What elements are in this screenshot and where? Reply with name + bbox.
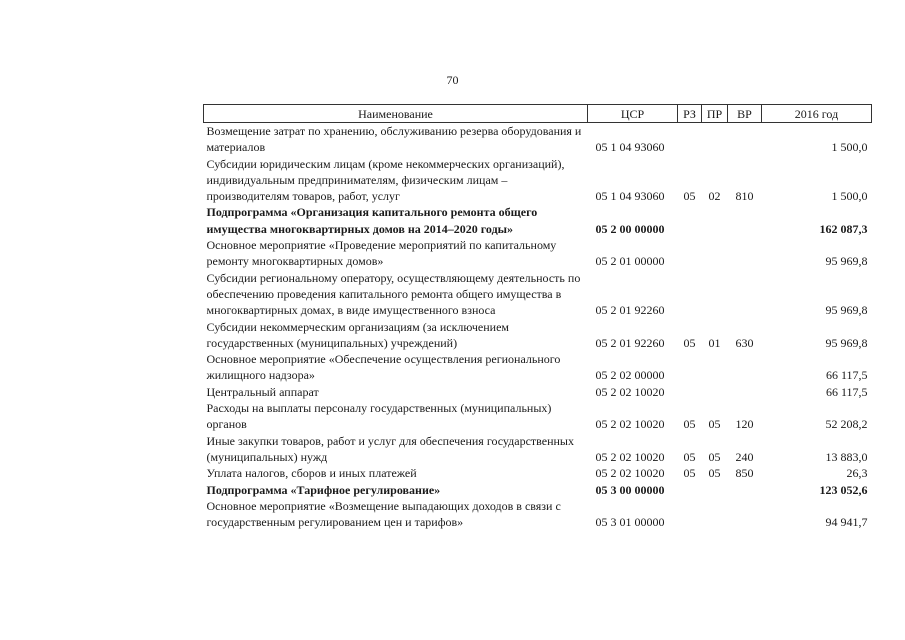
row-vr: 850 (735, 466, 754, 481)
table-row (204, 237, 872, 270)
row-vr (728, 498, 762, 531)
row-pr (702, 270, 728, 319)
row-vr: 810 (735, 189, 754, 204)
row-pr (702, 482, 728, 498)
row-rz: 05 (683, 335, 696, 350)
row-pr (702, 351, 728, 384)
row-name: Субсидии региональному оператору, осуществляющему деятельность по обеспечению проведения капитального ремонта общего имущества в многоквартирных домах, в виде имущественного взноса (206, 270, 581, 318)
row-pr (702, 498, 728, 531)
row-csr: 05 3 00 00000 (595, 482, 665, 497)
row-rz (678, 351, 702, 384)
table-row (204, 433, 872, 466)
row-name: Уплата налогов, сборов и иных платежей (206, 466, 417, 481)
row-pr: 05 (708, 417, 721, 432)
row-amount: 66 117,5 (825, 384, 868, 399)
table-header (204, 105, 872, 123)
row-amount: 95 969,8 (825, 303, 868, 318)
row-name: Иные закупки товаров, работ и услуг для обеспечения государственных (муниципальных) нужд (206, 433, 574, 464)
row-csr: 05 2 01 92260 (595, 303, 665, 318)
row-csr: 05 2 02 10020 (595, 466, 665, 481)
row-vr (728, 351, 762, 384)
row-vr (728, 237, 762, 270)
row-rz (678, 498, 702, 531)
table-row (204, 465, 872, 481)
row-name: Основное мероприятие «Обеспечение осуществления регионального жилищного надзора» (206, 352, 561, 383)
row-rz (678, 384, 702, 400)
row-amount: 1 500,0 (831, 140, 868, 155)
table-row-subprogram (204, 482, 872, 498)
row-csr: 05 2 00 00000 (595, 221, 665, 236)
row-amount: 94 941,7 (825, 515, 868, 530)
header-name: Наименование (204, 105, 588, 123)
row-vr: 240 (735, 449, 754, 464)
table-row (204, 319, 872, 352)
row-rz: 05 (683, 466, 696, 481)
row-rz: 05 (683, 189, 696, 204)
row-name: Центральный аппарат (206, 384, 319, 399)
row-csr: 05 2 02 10020 (595, 417, 665, 432)
row-name: Подпрограмма «Тарифное регулирование» (206, 482, 441, 497)
row-vr: 120 (735, 417, 754, 432)
row-vr (728, 270, 762, 319)
row-pr (702, 237, 728, 270)
row-rz: 05 (683, 417, 696, 432)
row-rz (678, 482, 702, 498)
row-csr: 05 2 01 00000 (595, 254, 665, 269)
row-pr (702, 384, 728, 400)
row-csr: 05 2 02 10020 (595, 384, 665, 399)
row-name: Субсидии некоммерческим организациям (за исключением государственных (муниципальных) учреждений) (206, 319, 510, 350)
row-rz (678, 237, 702, 270)
row-name: Основное мероприятие «Возмещение выпадающих доходов в связи с государственным регулированием цен и тарифов» (206, 498, 561, 530)
row-csr: 05 2 02 00000 (595, 368, 665, 383)
header-vr: ВР (728, 105, 762, 123)
row-name: Субсидии юридическим лицам (кроме некоммерческих организаций), индивидуальным предпринимателям, физическим лицам – производителям товаров, работ, услуг (206, 156, 565, 204)
row-pr: 01 (708, 335, 721, 350)
row-name: Расходы на выплаты персоналу государственных (муниципальных) органов (206, 401, 552, 432)
row-name: Возмещение затрат по хранению, обслуживанию резерва оборудования и материалов (206, 124, 582, 155)
row-vr (728, 204, 762, 237)
header-rz: РЗ (678, 105, 702, 123)
row-csr: 05 3 01 00000 (595, 515, 665, 530)
table-row (204, 270, 872, 319)
row-pr: 02 (708, 189, 721, 204)
header-csr: ЦСР (588, 105, 678, 123)
row-csr: 05 1 04 93060 (595, 189, 665, 204)
table-body (204, 123, 872, 531)
table-row (204, 123, 872, 156)
row-amount: 52 208,2 (825, 417, 868, 432)
row-vr (728, 123, 762, 156)
row-amount: 162 087,3 (819, 221, 868, 236)
row-pr (702, 123, 728, 156)
row-name: Основное мероприятие «Проведение мероприятий по капитальному ремонту многоквартирных домов» (206, 238, 557, 269)
row-pr: 05 (708, 466, 721, 481)
table-row (204, 400, 872, 433)
row-vr: 630 (735, 335, 754, 350)
row-rz: 05 (683, 449, 696, 464)
page-number: 70 (446, 73, 459, 87)
table-row-subprogram (204, 204, 872, 237)
table-row (204, 351, 872, 384)
row-pr: 05 (708, 449, 721, 464)
row-amount: 123 052,6 (819, 482, 868, 497)
table-row (204, 156, 872, 205)
row-name: Подпрограмма «Организация капитального ремонта общего имущества многоквартирных домов на 2014–2020 годы» (206, 205, 538, 236)
row-amount: 95 969,8 (825, 335, 868, 350)
row-amount: 95 969,8 (825, 254, 868, 269)
row-csr: 05 2 02 10020 (595, 449, 665, 464)
row-amount: 1 500,0 (831, 189, 868, 204)
header-pr: ПР (702, 105, 728, 123)
table-row (204, 384, 872, 400)
budget-table (203, 104, 872, 530)
header-year: 2016 год (762, 105, 872, 123)
row-rz (678, 123, 702, 156)
row-vr (728, 384, 762, 400)
row-vr (728, 482, 762, 498)
row-amount: 13 883,0 (825, 449, 868, 464)
table-header-row (204, 105, 872, 123)
row-rz (678, 204, 702, 237)
table-row (204, 498, 872, 531)
row-pr (702, 204, 728, 237)
row-csr: 05 1 04 93060 (595, 140, 665, 155)
row-amount: 66 117,5 (825, 368, 868, 383)
row-csr: 05 2 01 92260 (595, 335, 665, 350)
row-rz (678, 270, 702, 319)
row-amount: 26,3 (846, 466, 868, 481)
